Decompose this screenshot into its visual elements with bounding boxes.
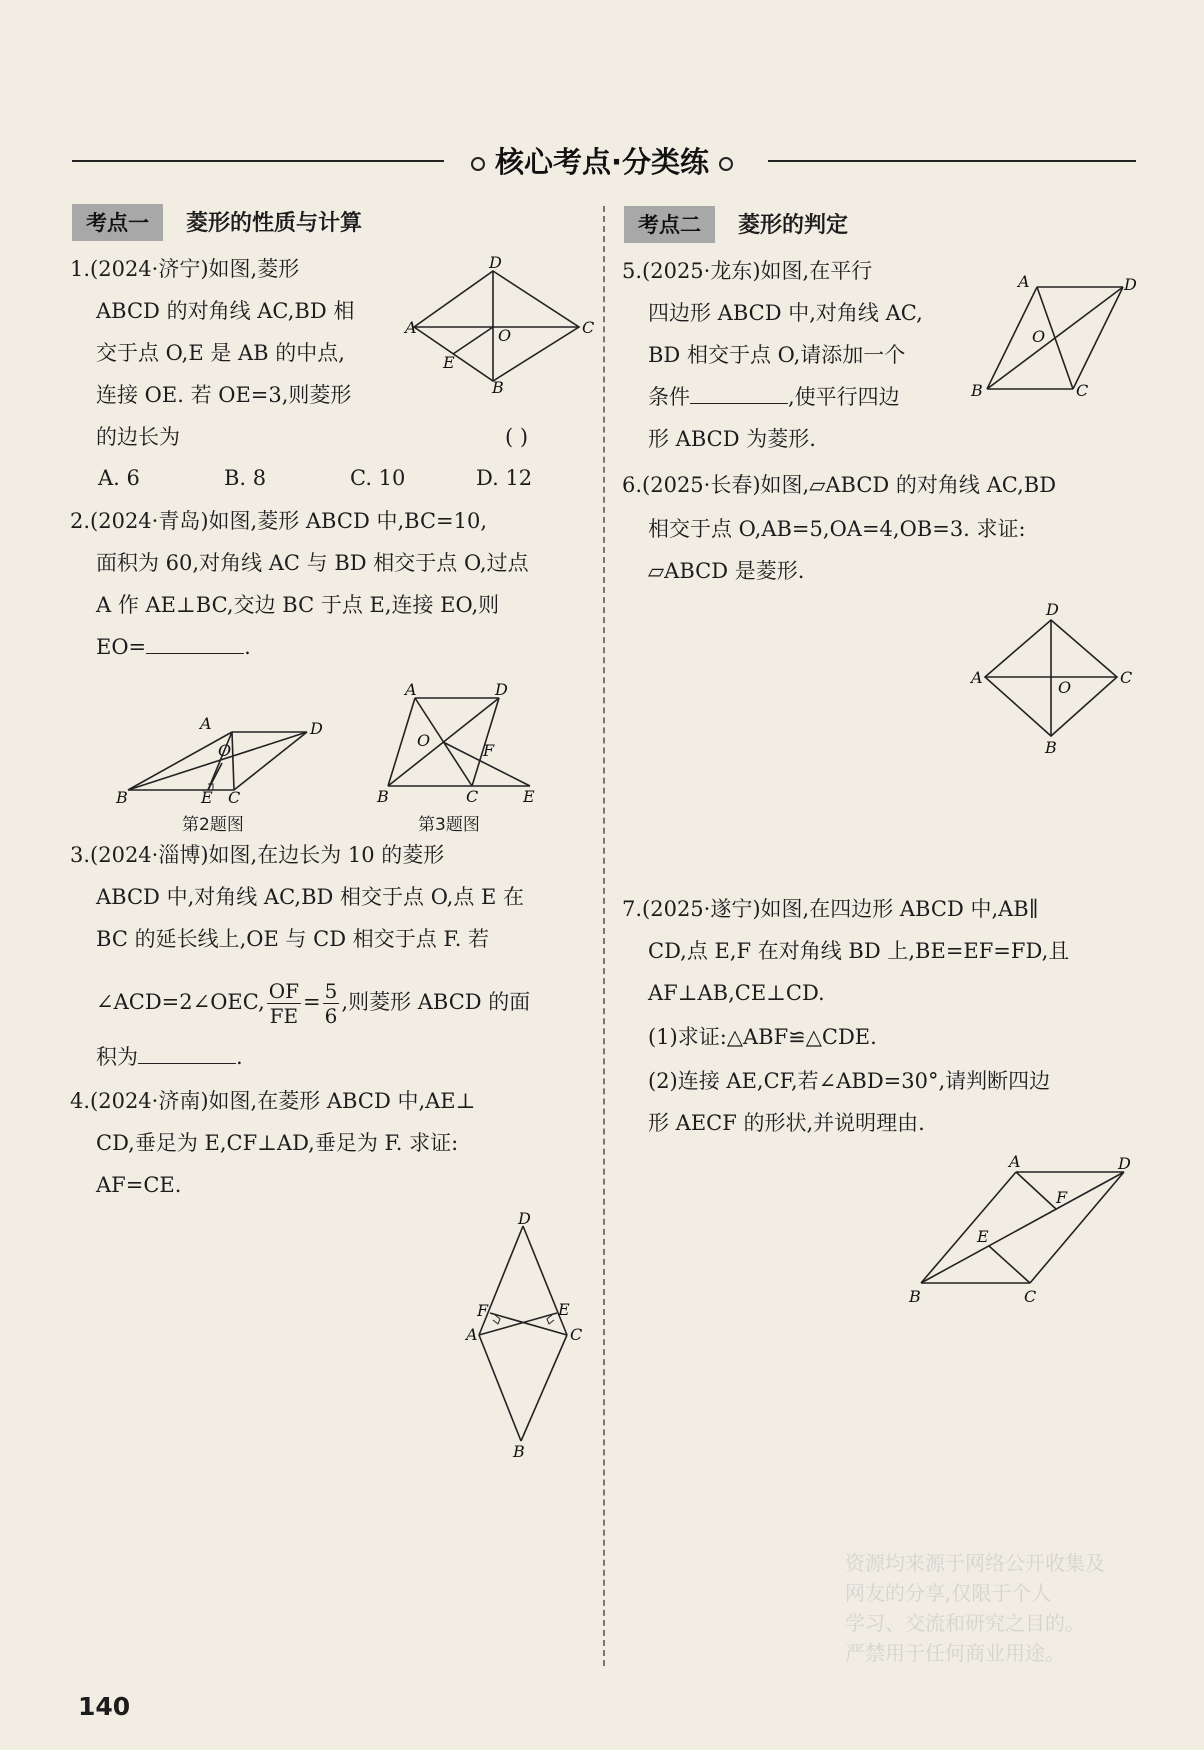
q1-line-2: ABCD 的对角线 AC,BD 相 xyxy=(96,299,355,323)
fig3-label-f: F xyxy=(483,741,495,760)
q6-line-1: 6.(2025·长春)如图,▱ABCD 的对角线 AC,BD xyxy=(622,473,1057,497)
q1-option-d: D. 12 xyxy=(476,466,533,490)
fig1-label-o: O xyxy=(498,326,512,345)
fig2-label-o: O xyxy=(218,741,232,760)
q3-line-1: 3.(2024·淄博)如图,在边长为 10 的菱形 xyxy=(70,843,445,867)
figure-q5 xyxy=(968,268,1144,404)
fig1-label-d: D xyxy=(489,253,502,272)
fig5-label-o: O xyxy=(1032,327,1046,346)
q4-line-2: CD,垂足为 E,CF⊥AD,垂足为 F. 求证: xyxy=(96,1131,459,1155)
fig6-label-a: A xyxy=(971,668,983,687)
fig5-label-b: B xyxy=(971,381,983,400)
fig3-label-a: A xyxy=(405,680,417,699)
q2-answer-blank[interactable] xyxy=(146,631,244,654)
q5-line-3: BD 相交于点 O,请添加一个 xyxy=(648,343,906,367)
q7-line-6: 形 AECF 的形状,并说明理由. xyxy=(648,1111,925,1135)
fig6-label-b: B xyxy=(1045,738,1057,757)
figure-q6 xyxy=(968,598,1138,756)
section-tag-2: 考点二 xyxy=(624,206,715,243)
fig5-label-d: D xyxy=(1124,275,1137,294)
q7-line-1: 7.(2025·遂宁)如图,在四边形 ABCD 中,AB∥ xyxy=(622,897,1039,921)
q2-line-1: 2.(2024·青岛)如图,菱形 ABCD 中,BC=10, xyxy=(70,509,488,533)
watermark xyxy=(845,1548,1105,1668)
q2-period: . xyxy=(244,635,251,659)
q3-answer-blank[interactable] xyxy=(138,1041,236,1064)
fig7-label-c: C xyxy=(1024,1287,1037,1306)
section-title-2: 菱形的判定 xyxy=(738,213,849,238)
figure-q3 xyxy=(375,678,545,806)
q3-area-label: 积为 xyxy=(96,1045,138,1069)
q6-line-2: 相交于点 O,AB=5,OA=4,OB=3. 求证: xyxy=(648,517,1026,541)
q5-condition-label: 条件 xyxy=(648,385,690,409)
q3-equals: = xyxy=(303,990,321,1014)
q3-frac2-top: 5 xyxy=(324,979,338,1003)
fig1-label-c: C xyxy=(582,318,595,337)
fig3-label-d: D xyxy=(495,680,508,699)
figure-q4 xyxy=(462,1209,592,1462)
q4-line-1: 4.(2024·济南)如图,在菱形 ABCD 中,AE⊥ xyxy=(70,1089,476,1113)
fig2-label-b: B xyxy=(116,788,128,807)
q6-line-3: ▱ABCD 是菱形. xyxy=(648,559,805,583)
figure-q1-rhombus xyxy=(405,253,595,397)
fig1-label-e: E xyxy=(443,353,455,372)
section-tag-1: 考点一 xyxy=(72,204,163,241)
q3-line-3: BC 的延长线上,OE 与 CD 相交于点 F. 若 xyxy=(96,927,490,951)
q7-line-5: (2)连接 AE,CF,若∠ABD=30°,请判断四边 xyxy=(648,1069,1051,1093)
fig6-label-d: D xyxy=(1046,600,1059,619)
q5-line-4 xyxy=(648,376,900,418)
fig5-label-c: C xyxy=(1076,381,1089,400)
q5-line-1: 5.(2025·龙东)如图,在平行 xyxy=(622,259,873,283)
fig3-label-e: E xyxy=(523,787,535,806)
fig3-label-c: C xyxy=(466,787,479,806)
watermark-line-2: 网友的分享,仅限于个人 xyxy=(845,1581,1052,1605)
fig4-label-f: F xyxy=(477,1301,489,1320)
page-header xyxy=(0,140,1204,181)
q7-line-2: CD,点 E,F 在对角线 BD 上,BE=EF=FD,且 xyxy=(648,939,1070,963)
q7-line-4: (1)求证:△ABF≌△CDE. xyxy=(648,1025,877,1049)
q3-tail: ,则菱形 ABCD 的面 xyxy=(341,990,531,1014)
q3-line-4 xyxy=(96,972,530,1032)
fig1-label-a: A xyxy=(405,318,417,337)
fig4-label-d: D xyxy=(518,1209,531,1228)
figure-q7 xyxy=(905,1150,1145,1310)
q2-line-4 xyxy=(96,626,251,668)
fig4-label-a: A xyxy=(466,1325,478,1344)
q1-answer-paren: ( ) xyxy=(505,425,529,449)
fig2-label-c: C xyxy=(228,788,241,807)
q2-line-3: A 作 AE⊥BC,交边 BC 于点 E,连接 EO,则 xyxy=(96,593,500,617)
fig2-label-a: A xyxy=(200,714,212,733)
figure-q2 xyxy=(112,712,332,807)
q1-option-c: C. 10 xyxy=(350,466,406,490)
circle-bullet-icon xyxy=(719,157,733,171)
figure-2-caption: 第2题图 xyxy=(182,815,244,835)
q3-period: . xyxy=(236,1045,243,1069)
q3-line-2: ABCD 中,对角线 AC,BD 相交于点 O,点 E 在 xyxy=(96,885,525,909)
q5-line-5: 形 ABCD 为菱形. xyxy=(648,427,816,451)
fig7-label-f: F xyxy=(1056,1188,1068,1207)
q5-line-2: 四边形 ABCD 中,对角线 AC, xyxy=(648,301,923,325)
q1-option-a: A. 6 xyxy=(98,466,140,490)
q2-line-2: 面积为 60,对角线 AC 与 BD 相交于点 O,过点 xyxy=(96,551,529,575)
fig7-label-a: A xyxy=(1009,1152,1021,1171)
q5-answer-blank[interactable] xyxy=(690,381,788,404)
watermark-line-1: 资源均来源于网络公开收集及 xyxy=(845,1551,1105,1575)
figure-3-caption: 第3题图 xyxy=(418,815,480,835)
fig2-label-d: D xyxy=(310,719,323,738)
q3-fraction-of-fe xyxy=(267,979,301,1028)
q1-line-4: 连接 OE. 若 OE=3,则菱形 xyxy=(96,383,352,407)
q1-line-5: 的边长为 xyxy=(96,425,180,449)
q5-condition-tail: ,使平行四边 xyxy=(788,385,900,409)
circle-bullet-icon xyxy=(471,157,485,171)
fig7-label-b: B xyxy=(909,1287,921,1306)
q3-frac2-bottom: 6 xyxy=(324,1004,338,1028)
q3-frac1-bottom: FE xyxy=(269,1004,299,1028)
page-number: 140 xyxy=(78,1692,131,1721)
q1-line-1: 1.(2024·济宁)如图,菱形 xyxy=(70,257,300,281)
watermark-line-3: 学习、交流和研究之目的。 xyxy=(845,1611,1085,1635)
q3-angle-text: ∠ACD=2∠OEC, xyxy=(96,990,265,1014)
q1-line-3: 交于点 O,E 是 AB 的中点, xyxy=(96,341,345,365)
fig6-label-o: O xyxy=(1058,678,1072,697)
fig1-label-b: B xyxy=(492,378,504,397)
fig6-label-c: C xyxy=(1120,668,1133,687)
q4-line-3: AF=CE. xyxy=(96,1173,182,1197)
q3-line-5 xyxy=(96,1036,243,1078)
fig4-label-b: B xyxy=(513,1442,525,1461)
fig4-label-e: E xyxy=(558,1300,570,1319)
q3-fraction-5-6 xyxy=(323,979,340,1028)
fig7-label-e: E xyxy=(977,1227,989,1246)
column-divider xyxy=(603,206,605,1666)
header-title: 核心考点·分类练 xyxy=(494,145,710,179)
fig7-label-d: D xyxy=(1118,1154,1131,1173)
fig5-label-a: A xyxy=(1018,272,1030,291)
watermark-line-4: 严禁用于任何商业用途。 xyxy=(845,1641,1065,1665)
q3-frac1-top: OF xyxy=(268,979,300,1003)
section-title-1: 菱形的性质与计算 xyxy=(186,211,363,236)
q1-option-b: B. 8 xyxy=(224,466,267,490)
fig3-label-b: B xyxy=(377,787,389,806)
q2-eo-label: EO= xyxy=(96,635,147,659)
q7-line-3: AF⊥AB,CE⊥CD. xyxy=(648,981,825,1005)
fig2-label-e: E xyxy=(201,788,213,807)
fig3-label-o: O xyxy=(417,731,431,750)
fig4-label-c: C xyxy=(570,1325,583,1344)
